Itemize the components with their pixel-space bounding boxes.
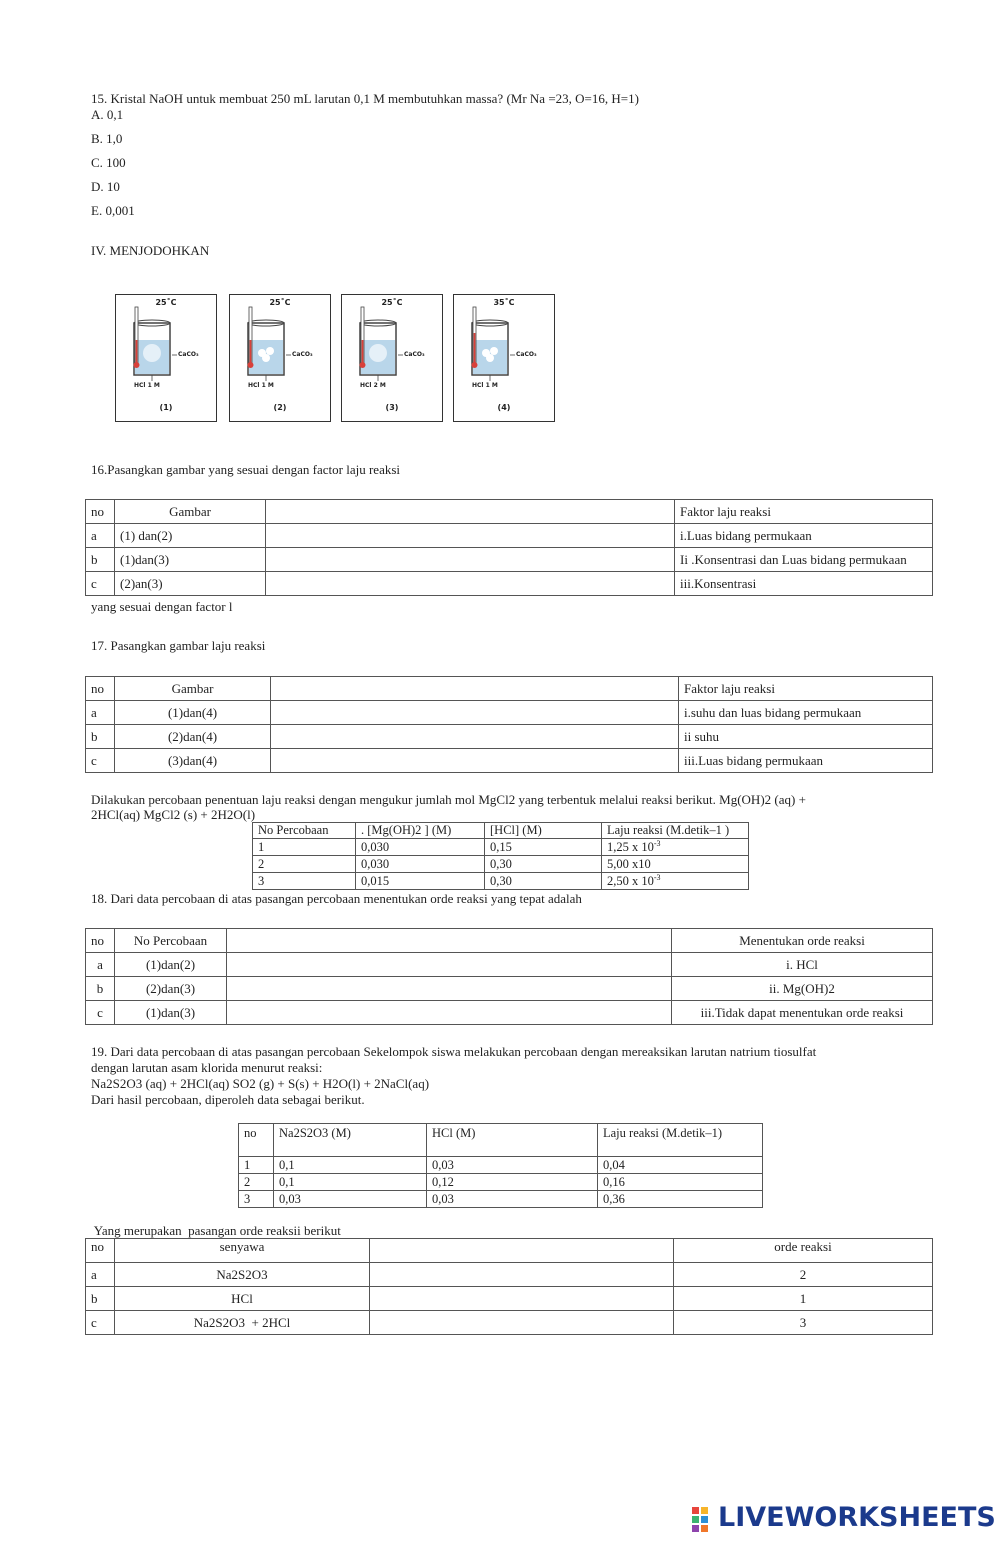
orde-cell[interactable]: 2 <box>674 1263 933 1287</box>
answer-slot-column <box>266 500 675 524</box>
liveworksheets-logo <box>690 1502 996 1535</box>
header-gambar: Gambar <box>115 677 271 701</box>
row-label: a <box>86 953 115 977</box>
header-no: no <box>239 1124 274 1157</box>
cell-no: 3 <box>239 1191 274 1208</box>
match-drop-zone[interactable] <box>370 1311 674 1335</box>
cell-na2s2o3: 0,1 <box>274 1174 427 1191</box>
orde-cell[interactable]: 1 <box>674 1287 933 1311</box>
cell-laju <box>602 856 749 873</box>
match-drop-zone[interactable] <box>266 548 675 572</box>
match-drop-zone[interactable] <box>271 701 679 725</box>
header-orde: orde reaksi <box>674 1239 933 1263</box>
header-faktor: Faktor laju reaksi <box>679 677 933 701</box>
header-hcl: HCl (M) <box>427 1124 598 1157</box>
q15-option-b[interactable]: B. 1,0 <box>91 131 123 146</box>
cell-hcl: 0,30 <box>485 856 602 873</box>
panel-number: (4) <box>497 403 511 412</box>
percobaan-cell: (1)dan(3) <box>115 1001 227 1025</box>
q18-question: 18. Dari data percobaan di atas pasangan percobaan menentukan orde reaksi yang tepat adalah <box>91 891 582 906</box>
acid-label: HCl 1 M <box>472 382 498 389</box>
q19-line2: dengan larutan asam klorida menurut reaksi: <box>91 1060 323 1075</box>
header-gambar: Gambar <box>115 500 266 524</box>
gambar-cell: (2)an(3) <box>115 572 266 596</box>
cell-laju <box>602 873 749 890</box>
faktor-cell[interactable]: ii suhu <box>679 725 933 749</box>
header-no-percobaan: No Percobaan <box>115 929 227 953</box>
gambar-cell: (1)dan(4) <box>115 701 271 725</box>
experiment1-data-table <box>252 822 749 890</box>
match-drop-zone[interactable] <box>266 572 675 596</box>
row-label: b <box>86 1287 115 1311</box>
q17-matching-table <box>85 676 933 773</box>
q19-line4: Dari hasil percobaan, diperoleh data sebagai berikut. <box>91 1092 365 1107</box>
q15-option-e[interactable]: E. 0,001 <box>91 203 135 218</box>
q16-question: 16.Pasangkan gambar yang sesuai dengan factor laju reaksi <box>91 462 401 477</box>
row-label: c <box>86 572 115 596</box>
match-drop-zone[interactable] <box>271 749 679 773</box>
senyawa-cell: Na2S2O3 <box>115 1263 370 1287</box>
q18-matching-table <box>85 928 933 1025</box>
header-laju: Laju reaksi (M.detik–1) <box>598 1124 763 1157</box>
q19-data-table <box>238 1123 763 1208</box>
cell-no: 1 <box>253 839 356 856</box>
q16-matching-table <box>85 499 933 596</box>
q17-question: 17. Pasangkan gambar laju reaksi <box>91 638 266 653</box>
cell-laju: 0,04 <box>598 1157 763 1174</box>
match-drop-zone[interactable] <box>370 1263 674 1287</box>
header-hcl: [HCl] (M) <box>485 823 602 839</box>
cell-hcl: 0,30 <box>485 873 602 890</box>
header-no: no <box>86 677 115 701</box>
gambar-cell: (1)dan(3) <box>115 548 266 572</box>
section-title: IV. MENJODOHKAN <box>91 243 210 258</box>
faktor-cell[interactable]: iii.Konsentrasi <box>675 572 933 596</box>
q15-option-a[interactable]: A. 0,1 <box>91 107 124 122</box>
senyawa-cell: HCl <box>115 1287 370 1311</box>
cell-laju <box>602 839 749 856</box>
beaker-panel-3 <box>341 294 443 422</box>
senyawa-cell: Na2S2O3 + 2HCl <box>115 1311 370 1335</box>
row-label: c <box>86 1311 115 1335</box>
q15-option-c[interactable]: C. 100 <box>91 155 126 170</box>
header-faktor: Faktor laju reaksi <box>675 500 933 524</box>
header-no-percobaan: No Percobaan <box>253 823 356 839</box>
rate-exponent: -3 <box>653 839 661 848</box>
match-drop-zone[interactable] <box>370 1287 674 1311</box>
header-mgoh2: . [Mg(OH)2 ] (M) <box>356 823 485 839</box>
match-drop-zone[interactable] <box>227 1001 672 1025</box>
orde-cell[interactable]: i. HCl <box>672 953 933 977</box>
caco3-label: CaCO₃ <box>292 351 313 358</box>
rate-exponent: -3 <box>653 873 661 883</box>
match-drop-zone[interactable] <box>266 524 675 548</box>
logo-text: LIVEWORKSHEETS <box>718 1502 996 1533</box>
match-drop-zone[interactable] <box>227 977 672 1001</box>
experiment1-intro-line2: 2HCl(aq) MgCl2 (s) + 2H2O(l) <box>91 807 256 822</box>
caco3-label: CaCO₃ <box>516 351 537 358</box>
faktor-cell[interactable]: i.Luas bidang permukaan <box>675 524 933 548</box>
gambar-cell: (1) dan(2) <box>115 524 266 548</box>
cell-mgoh2: 0,030 <box>356 839 485 856</box>
match-drop-zone[interactable] <box>227 953 672 977</box>
gambar-cell: (2)dan(4) <box>115 725 271 749</box>
orde-cell[interactable]: 3 <box>674 1311 933 1335</box>
header-no: no <box>86 500 115 524</box>
percobaan-cell: (2)dan(3) <box>115 977 227 1001</box>
row-label: b <box>86 548 115 572</box>
header-orde: Menentukan orde reaksi <box>672 929 933 953</box>
percobaan-cell: (1)dan(2) <box>115 953 227 977</box>
match-drop-zone[interactable] <box>271 725 679 749</box>
row-label: a <box>86 524 115 548</box>
cell-mgoh2: 0,030 <box>356 856 485 873</box>
beaker-panel-4 <box>453 294 555 422</box>
q19-matching-table <box>85 1238 933 1335</box>
q15-option-d[interactable]: D. 10 <box>91 179 120 194</box>
caco3-label: CaCO₃ <box>178 351 199 358</box>
answer-slot-column <box>227 929 672 953</box>
acid-label: HCl 1 M <box>248 382 274 389</box>
orde-cell[interactable]: ii. Mg(OH)2 <box>672 977 933 1001</box>
cell-na2s2o3: 0,1 <box>274 1157 427 1174</box>
orde-cell[interactable]: iii.Tidak dapat menentukan orde reaksi <box>672 1001 933 1025</box>
answer-slot-column <box>271 677 679 701</box>
rate-value: 2,50 x 10 <box>607 874 654 889</box>
rate-value: 5,00 x10 <box>607 857 651 872</box>
temperature-label: 25˚C <box>155 298 177 307</box>
panel-number: (3) <box>385 403 399 412</box>
beaker-panel-2 <box>229 294 331 422</box>
q15-question: 15. Kristal NaOH untuk membuat 250 mL larutan 0,1 M membutuhkan massa? (Mr Na =23, O=16, H=1) <box>91 91 639 106</box>
q16-after-text: yang sesuai dengan factor l <box>91 599 233 614</box>
temperature-label: 25˚C <box>381 298 403 307</box>
caco3-label: CaCO₃ <box>404 351 425 358</box>
acid-label: HCl 2 M <box>360 382 386 389</box>
row-label: b <box>86 977 115 1001</box>
logo-icon <box>690 1505 716 1535</box>
cell-no: 2 <box>239 1174 274 1191</box>
gambar-cell: (3)dan(4) <box>115 749 271 773</box>
faktor-cell[interactable]: iii.Luas bidang permukaan <box>679 749 933 773</box>
header-na2s2o3: Na2S2O3 (M) <box>274 1124 427 1157</box>
row-label: c <box>86 1001 115 1025</box>
header-senyawa: senyawa <box>115 1239 370 1263</box>
temperature-label: 35˚C <box>493 298 515 307</box>
faktor-cell[interactable]: Ii .Konsentrasi dan Luas bidang permukaan <box>675 548 933 572</box>
temperature-label: 25˚C <box>269 298 291 307</box>
cell-hcl: 0,15 <box>485 839 602 856</box>
row-label: c <box>86 749 115 773</box>
header-laju: Laju reaksi (M.detik–1 ) <box>602 823 749 839</box>
cell-hcl: 0,12 <box>427 1174 598 1191</box>
beaker-panel-1 <box>115 294 217 422</box>
cell-hcl: 0,03 <box>427 1191 598 1208</box>
cell-no: 3 <box>253 873 356 890</box>
q19-line1: 19. Dari data percobaan di atas pasangan percobaan Sekelompok siswa melakukan percobaan dengan mereaksikan larutan natrium tiosulfat <box>91 1044 817 1059</box>
q19-reaction: Na2S2O3 (aq) + 2HCl(aq) SO2 (g) + S(s) + H2O(l) + 2NaCl(aq) <box>91 1076 430 1091</box>
cell-mgoh2: 0,015 <box>356 873 485 890</box>
header-no: no <box>86 929 115 953</box>
q19-pair-title: Yang merupakan pasangan orde reaksii berikut <box>91 1223 341 1238</box>
panel-number: (2) <box>273 403 287 412</box>
row-label: a <box>86 701 115 725</box>
cell-no: 1 <box>239 1157 274 1174</box>
experiment1-intro-line1: Dilakukan percobaan penentuan laju reaksi dengan mengukur jumlah mol MgCl2 yang terbentuk melalui reaksi berikut. Mg(OH)2 (aq) + <box>91 792 806 807</box>
rate-value: 1,25 x 10 <box>607 840 654 855</box>
cell-na2s2o3: 0,03 <box>274 1191 427 1208</box>
cell-laju: 0,16 <box>598 1174 763 1191</box>
row-label: b <box>86 725 115 749</box>
header-no: no <box>86 1239 115 1263</box>
cell-no: 2 <box>253 856 356 873</box>
faktor-cell[interactable]: i.suhu dan luas bidang permukaan <box>679 701 933 725</box>
cell-hcl: 0,03 <box>427 1157 598 1174</box>
answer-slot-column <box>370 1239 674 1263</box>
panel-number: (1) <box>159 403 173 412</box>
acid-label: HCl 1 M <box>134 382 160 389</box>
cell-laju: 0,36 <box>598 1191 763 1208</box>
row-label: a <box>86 1263 115 1287</box>
